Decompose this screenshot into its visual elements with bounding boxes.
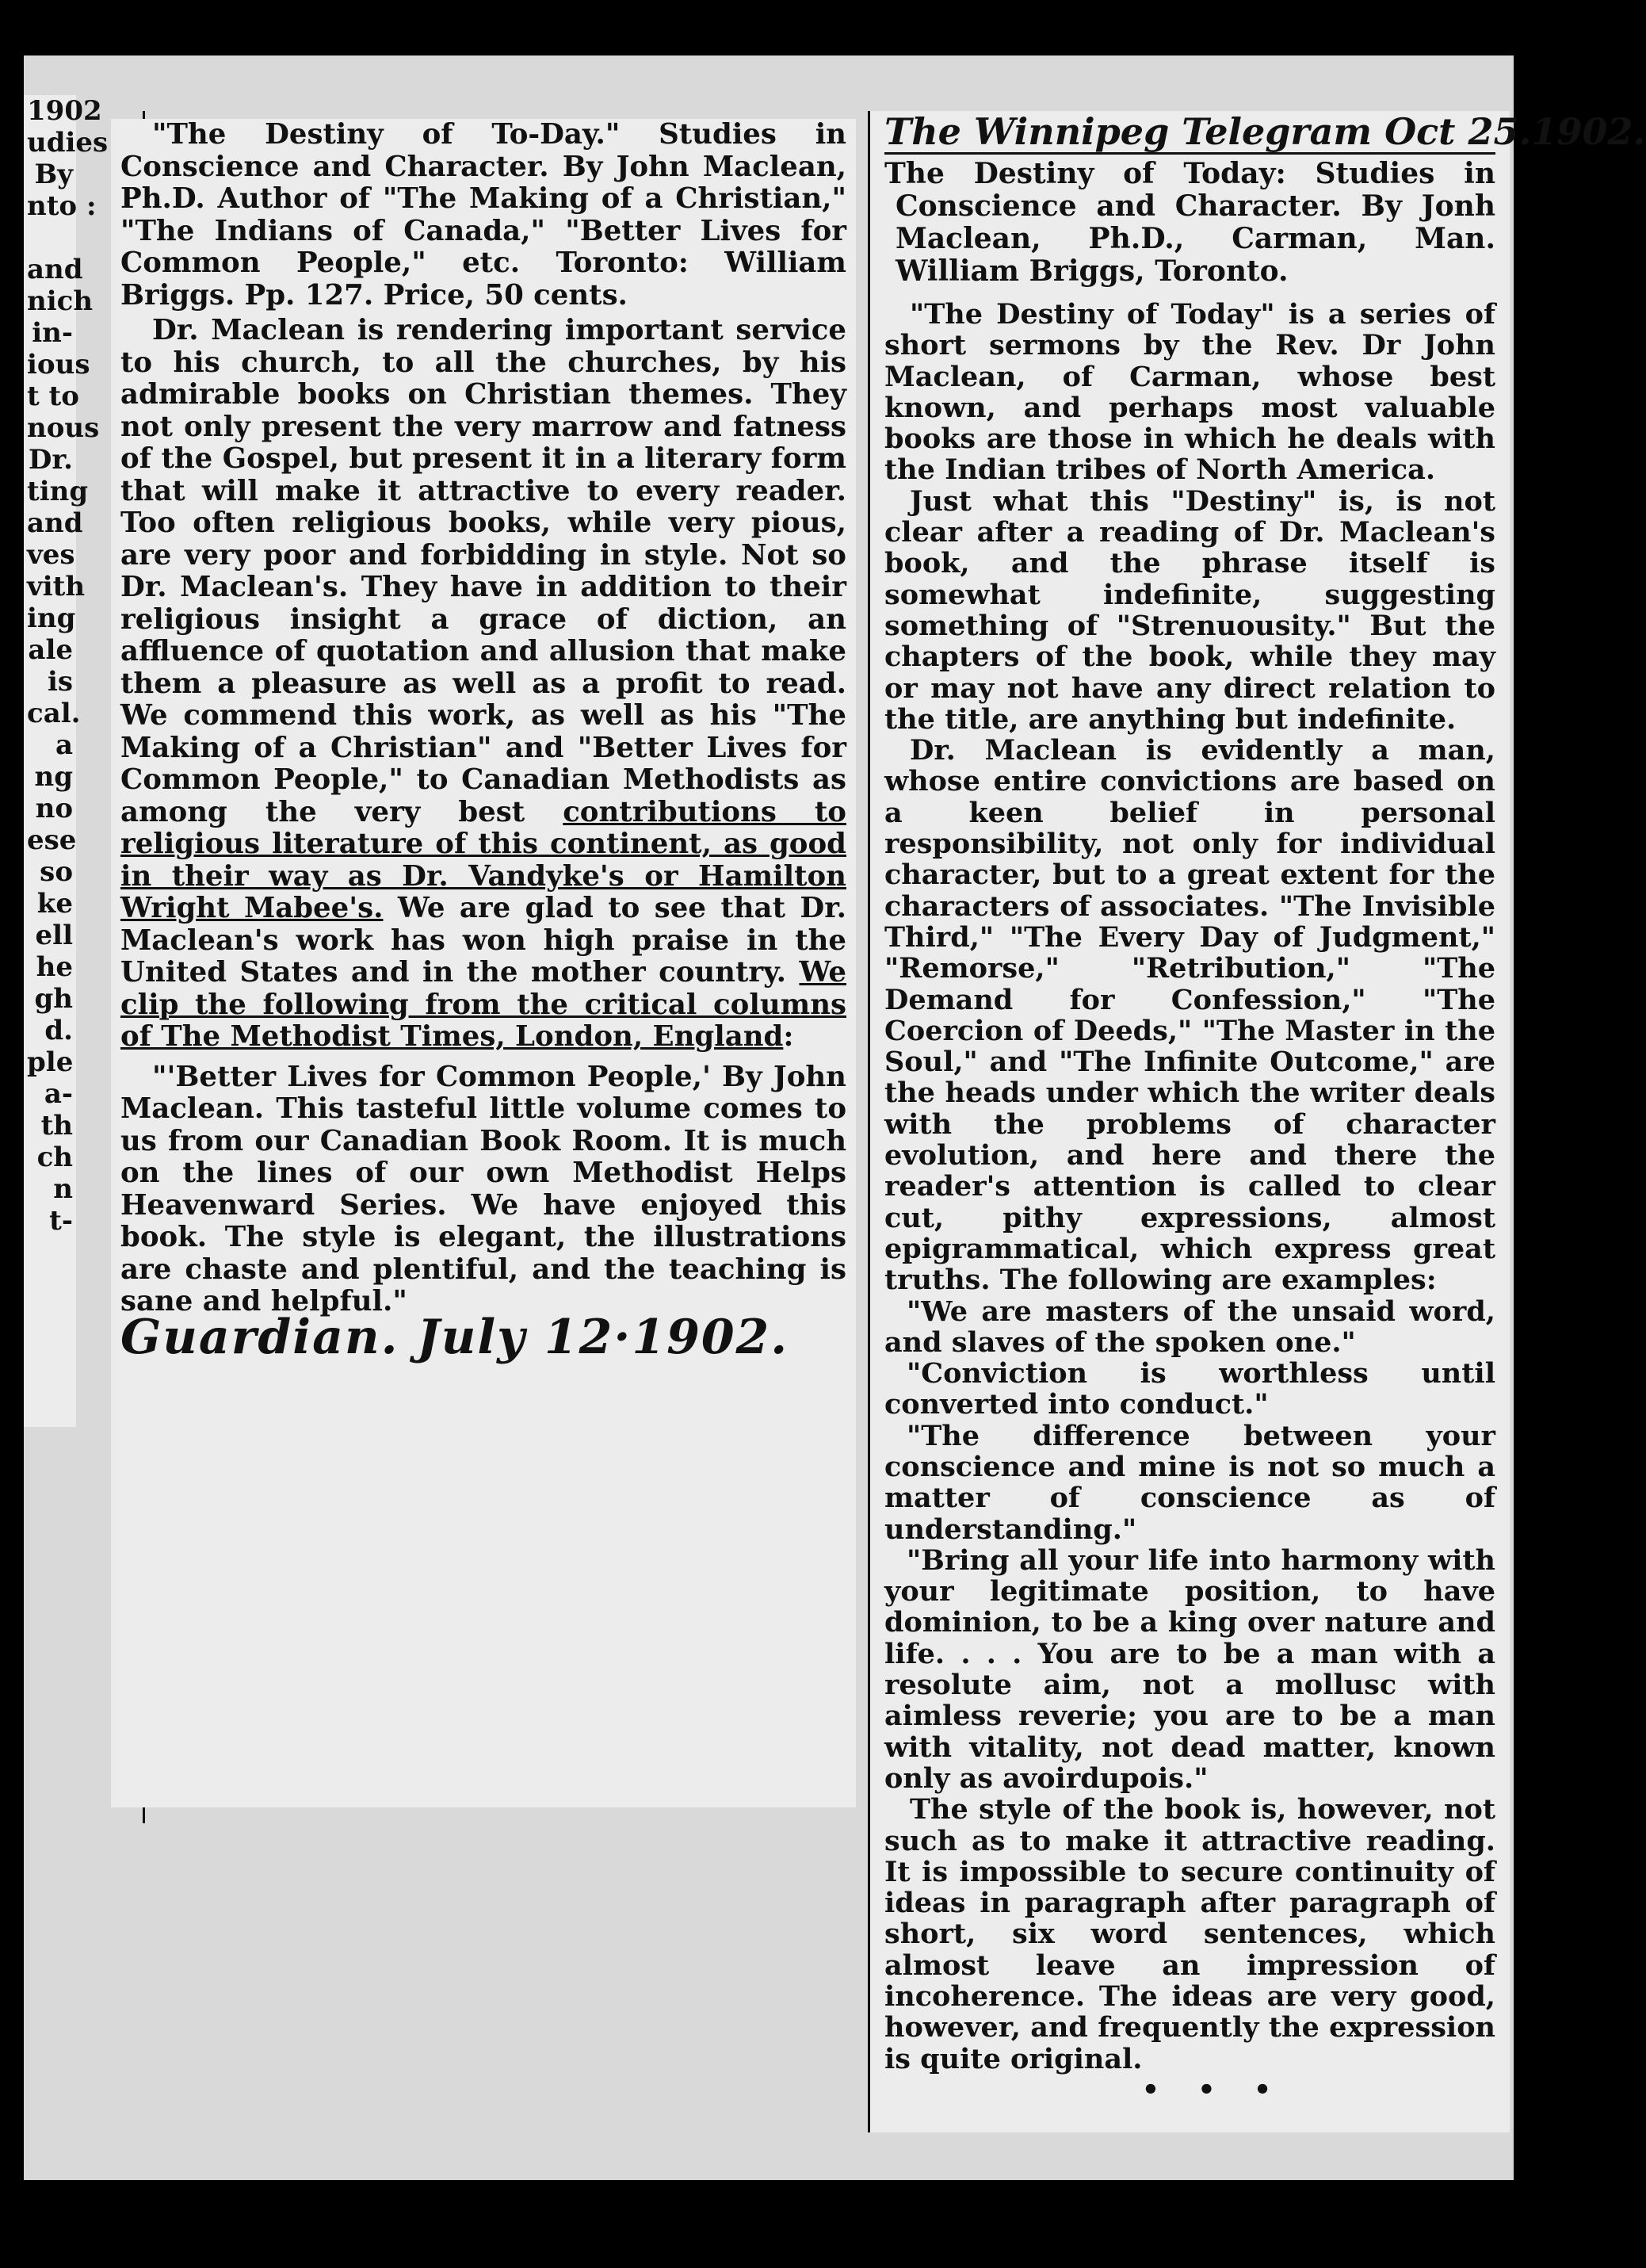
review-body [120,315,846,1054]
paragraph-2: Just what this "Destiny" is, is not clear after a reading of Dr. Maclean's book, and the phrase itself is somewhat indefinite, suggesting something of "Strenuousity." But the chapters of the book, while they may or may not have any direct relation to the title, are anything but indefinite. [884,484,1495,736]
fragment-line: th [40,1110,73,1142]
review-body-end: : [783,1020,794,1053]
fragment-line: 1902 [27,95,102,127]
fragment-line: and [27,254,83,285]
handwritten-source-note: Guardian. July 12·1902. [120,1309,789,1365]
underlined-passage-1: contributions to religious literature of this continent, as good in their way as Dr. Vandyke's or Hamilton Wright Mabee's. [120,795,846,924]
fragment-line: ple [27,1046,74,1078]
fragment-line: Dr. [28,444,73,476]
fragment-line: ale [28,634,73,666]
fragment-line: so [40,856,73,888]
fragment-line: ese [27,824,77,856]
paragraph-4: The style of the book is, however, not such as to make it attractive reading. It is impossible to secure continuity of ideas in paragraph after paragraph of short, six word sentences, which almost leave an impression of incoherence. The ideas are very good, however, and frequently the expression is quite original. [884,1793,1495,2075]
fragment-line: a [55,729,73,761]
fragment-line: n [53,1173,73,1205]
example-quote-1: "We are masters of the unsaid word, and slaves of the spoken one." [884,1295,1495,1359]
fragment-line: in- [32,317,73,349]
fragment-line: ke [36,888,73,920]
fragment-line: he [36,951,73,983]
fragment-line [27,222,73,254]
review-headline: The Destiny of Today: Studies in Conscience and Character. By Jonh Maclean, Ph.D., Carman, Man. William Briggs, Toronto. [884,157,1495,288]
fragment-line: is [47,666,73,698]
middle-clipping [111,119,856,1807]
fragment-line: a- [44,1078,73,1110]
fragment-line: ng [34,761,73,793]
example-quote-3: "The difference between your conscience and mine is not so much a matter of conscience as of understanding." [884,1419,1495,1546]
example-quote-2: "Conviction is worthless until converted into conduct." [884,1357,1495,1421]
fragment-line: nich [27,285,94,317]
fragment-line: By [34,159,73,190]
review-heading: "The Destiny of To-Day." Studies in Conscience and Character. By John Maclean, Ph.D. Author of "The Making of a Christian," "The Indians of Canada," "Better Lives for Common People," etc. Toronto: William Briggs. Pp. 127. Price, 50 cents. [120,118,846,312]
fragment-line: ing [27,602,76,634]
right-clipping [868,110,1646,2132]
fragment-line: gh [34,983,73,1015]
fragment-line: cal. [27,698,81,729]
fragment-line: vith [27,571,86,602]
fragment-line: ious [27,349,90,381]
paragraph-1: "The Destiny of Today" is a series of short sermons by the Rev. Dr John Maclean, of Carman, whose best known, and perhaps most valuable books are those in which he deals with the Indian tribes of North America. [884,298,1495,487]
fragment-line: and [27,507,83,539]
handwritten-source-note: The Winnipeg Telegram Oct 25.1902. [884,110,1646,153]
fragment-line: ell [35,920,73,951]
fragment-line: nto : [27,190,97,222]
underlined-passage-2: We clip the following from the critical columns of The Methodist Times, London, England [120,956,846,1053]
fragment-line: no [35,793,73,824]
scrapbook-page [24,55,1646,2180]
fragment-line: nous [27,412,100,444]
fragment-line: udies [27,127,109,159]
review-body-text-2: We are glad to see that Dr. Maclean's work has won high praise in the United States and in the mother country. [120,892,846,989]
fragment-line: ves [27,539,75,571]
fragment-line: d. [44,1015,73,1046]
left-clipping-fragment [24,95,109,1427]
example-quote-4: "Bring all your life into harmony with your legitimate position, to have dominion, to be a king over nature and life. . . . You are to be a man with a resolute aim, not a mollusc with aimless reverie; you are to be a man with vitality, not dead matter, known only as avoirdupois." [884,1543,1495,1795]
paragraph-3: Dr. Maclean is evidently a man, whose entire convictions are based on a keen belief in personal responsibility, not only for individual character, but to a great extent for the characters of associates. "The Invisible Third," "The Every Day of Judgment," "Remorse," "Retribution," "The Demand for Confession," "The Coercion of Deeds," "The Master in the Soul," and "The Infinite Outcome," are the heads under which the writer deals with the problems of character evolution, and here and there the reader's attention is called to clear cut, pithy expressions, almost epigrammatical, which express great truths. The following are examples: [884,734,1495,1297]
fragment-line: t- [49,1205,73,1237]
fragment-line: t to [27,381,79,412]
end-ornament: • • • [1141,2073,1286,2106]
quoted-review: "'Better Lives for Common People,' By John Maclean. This tasteful little volume comes to us from our Canadian Book Room. It is much on the lines of our own Methodist Helps Heavenward Series. We have enjoyed this book. The style is elegant, the illustrations are chaste and plentiful, and the teaching is sane and helpful." [120,1060,846,1318]
review-body-text-1: Dr. Maclean is rendering important service to his church, to all the churches, by his admirable books on Christian themes. They not only present the very marrow and fatness of the Gospel, but present it in a literary form that will make it attractive to every reader. Too often religious books, while very pious, are very poor and forbidding in style. Not so Dr. Maclean's. They have in addition to their religious insight a grace of diction, an affluence of quotation and allusion that make them a pleasure as well as a profit to read. We commend this work, as well as his "The Making of a Christian" and "Better Lives for Common People," to Canadian Methodists as among the very best [120,314,846,828]
fragment-line: ch [36,1142,73,1173]
fragment-line: ting [27,476,89,507]
